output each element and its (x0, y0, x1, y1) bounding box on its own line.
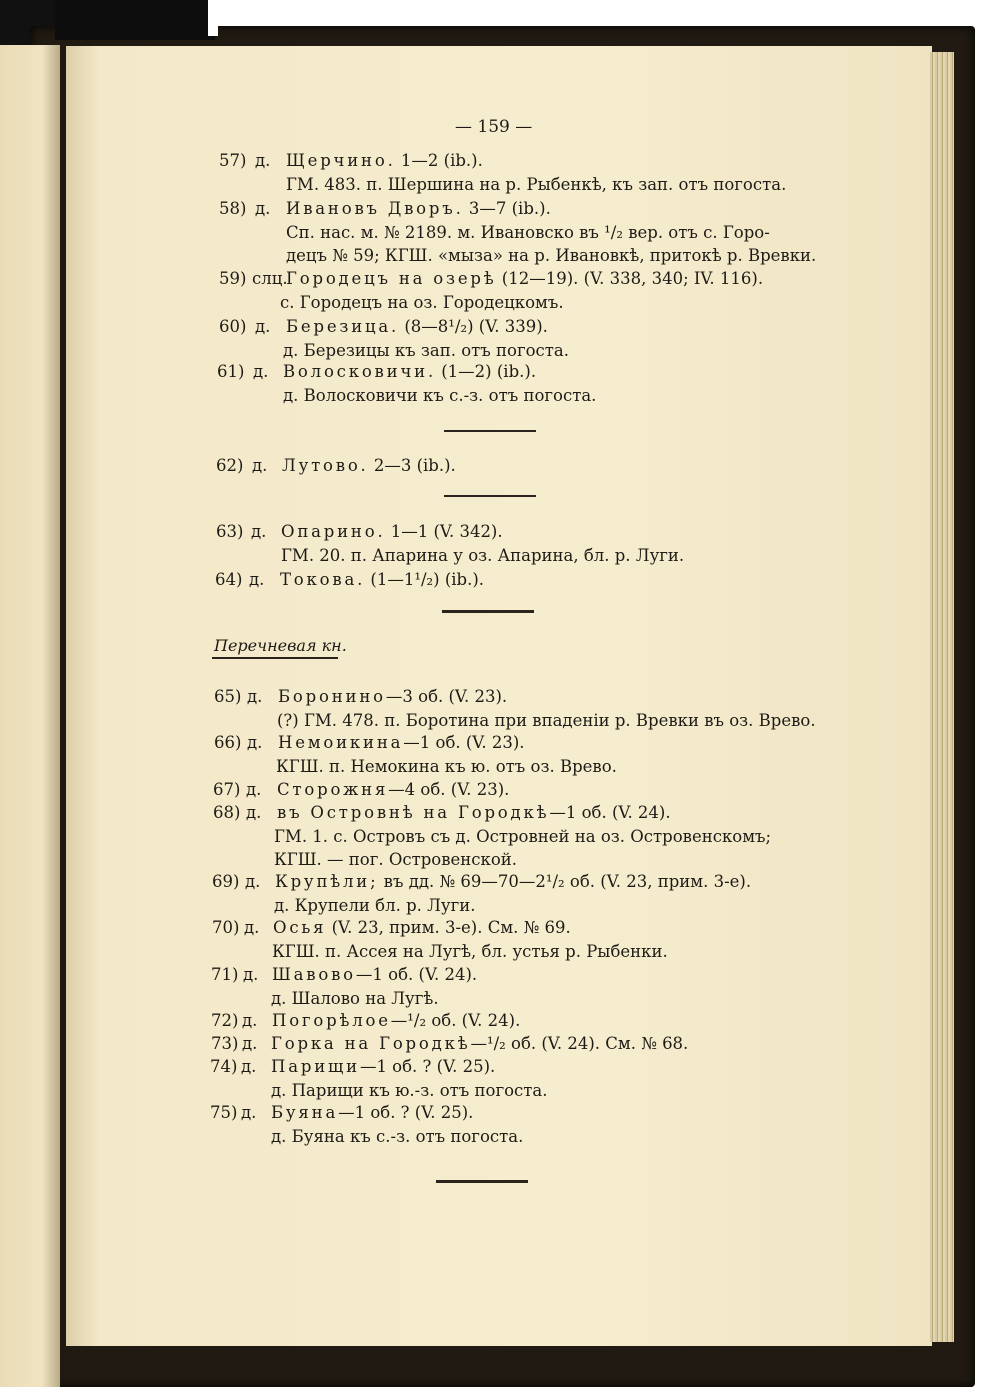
entry-heading (286, 268, 763, 290)
entry-note-line: д. Крупели бл. р. Луги. (274, 895, 476, 915)
entry-name: Опарино. (281, 522, 386, 541)
entry-number: 75) (210, 1103, 238, 1122)
entry-name: Парищи (271, 1057, 360, 1076)
entry-type: д. (247, 687, 263, 706)
entry-type: д. (244, 918, 260, 937)
entry-name: Немоикина (278, 733, 404, 752)
page-number: — 159 — (455, 117, 533, 137)
separator-rule (444, 495, 536, 497)
entry-note-line: КГШ. п. Немокина къ ю. отъ оз. Врево. (276, 756, 617, 776)
entry-details: (1—1¹/₂) (ib.). (365, 570, 485, 589)
entry-name: Шавово (272, 965, 356, 984)
entry-name: Сторожня (277, 780, 389, 799)
entry-heading (280, 569, 484, 591)
entry-note-line: Сп. нас. м. № 2189. м. Ивановско въ ¹/₂ вер. отъ с. Горо- (286, 222, 770, 242)
entry-number: 70) (212, 918, 240, 937)
entry-note-line: д. Березицы къ зап. отъ погоста. (283, 340, 569, 360)
entry-number: 57) (219, 151, 247, 170)
entry-heading (271, 1102, 473, 1124)
spine-highlight (208, 0, 218, 36)
entry-details: —1 об. (V. 24). (355, 965, 478, 984)
entry-name: Боронино (278, 687, 386, 706)
page-stack-edge (930, 52, 954, 1342)
entry-note-line: д. Шалово на Лугѣ. (271, 988, 439, 1008)
top-shadow (55, 0, 215, 40)
entry-details: —4 об. (V. 23). (388, 780, 510, 799)
entry-heading (286, 316, 548, 338)
entry-type: д. (242, 1011, 258, 1030)
entry-name: Буяна (271, 1103, 339, 1122)
entry-number: 58) (219, 199, 247, 218)
entry-note-line: ГМ. 20. п. Апарина у оз. Апарина, бл. р. Луги. (281, 545, 685, 565)
entry-note-line: д. Волосковичи къ с.-з. отъ погоста. (283, 385, 597, 405)
entry-details: (12—19). (V. 338, 340; IV. 116). (496, 269, 764, 288)
entry-name: Лутово. (282, 456, 369, 475)
entry-heading (271, 1056, 495, 1078)
entry-name: Крупѣли; (275, 872, 379, 891)
entry-note-line: (?) ГМ. 478. п. Боротина при впаденіи р. Вревки въ оз. Врево. (277, 710, 816, 730)
entry-details: 2—3 (ib.). (368, 456, 456, 475)
entry-name: Погорѣлое (272, 1011, 391, 1030)
entry-heading (273, 917, 571, 939)
section-title: Перечневая кн. (214, 636, 347, 655)
entry-heading (275, 871, 751, 893)
entry-number: 69) (212, 872, 240, 891)
entry-heading (271, 1033, 688, 1055)
entry-number: 72) (211, 1011, 239, 1030)
entry-type: д. (246, 780, 262, 799)
entry-type: д. (246, 803, 262, 822)
entry-type: д. (241, 1103, 257, 1122)
entry-note-line: децъ № 59; КГШ. «мыза» на р. Ивановкѣ, притокѣ р. Вревки. (286, 246, 817, 265)
entry-heading (286, 150, 483, 172)
entry-note-line: КГШ. п. Ассея на Лугѣ, бл. устья р. Рыбенки. (272, 941, 668, 961)
entry-name: въ Островнѣ на Городкѣ (277, 803, 550, 822)
entry-name: Городецъ на озерѣ (286, 269, 497, 288)
entry-heading (278, 686, 507, 708)
entry-details: —3 об. (V. 23). (385, 687, 508, 706)
entry-type: слц. (252, 269, 288, 288)
entry-heading (286, 198, 551, 220)
entry-number: 66) (214, 733, 242, 752)
entry-name: Горка на Городкѣ (271, 1034, 471, 1053)
entry-name: Березица. (286, 317, 400, 336)
separator-rule (442, 610, 534, 613)
entry-details: —¹/₂ об. (V. 24). (390, 1011, 521, 1030)
entry-type: д. (253, 362, 269, 381)
entry-name: Ивановъ Дворъ. (286, 199, 464, 218)
entry-name: Волосковичи. (283, 362, 436, 381)
end-rule (436, 1180, 528, 1183)
entry-number: 74) (210, 1057, 238, 1076)
entry-note-line: ГМ. 483. п. Шершина на р. Рыбенкѣ, къ зап. отъ погоста. (286, 174, 787, 194)
entry-details: —1 об. (V. 23). (403, 733, 525, 752)
entry-heading (272, 964, 477, 986)
entry-number: 64) (215, 570, 243, 589)
entry-details: 1—2 (ib.). (395, 151, 483, 170)
entry-type: д. (255, 151, 271, 170)
entry-type: д. (255, 199, 271, 218)
entry-details: —1 об. ? (V. 25). (338, 1103, 474, 1122)
entry-heading (277, 802, 671, 824)
entry-details: —¹/₂ об. (V. 24). См. № 68. (470, 1034, 689, 1053)
entry-details: (8—8¹/₂) (V. 339). (399, 317, 548, 336)
entry-details: (1—2) (ib.). (436, 362, 537, 381)
entry-details: въ дд. № 69—70—2¹/₂ об. (V. 23, прим. 3-е). (378, 872, 752, 891)
left-page-edge (0, 45, 60, 1387)
entry-name: Токова. (280, 570, 366, 589)
entry-type: д. (245, 872, 261, 891)
entry-number: 59) (219, 269, 247, 288)
entry-number: 60) (219, 317, 247, 336)
entry-heading (281, 521, 503, 543)
entry-number: 71) (211, 965, 239, 984)
entry-name: Щерчино. (286, 151, 396, 170)
entry-name: Осья (273, 918, 327, 937)
entry-note-line: КГШ. — пог. Островенской. (274, 850, 517, 869)
entry-note-line: с. Городецъ на оз. Городецкомъ. (280, 292, 564, 312)
entry-type: д. (247, 733, 263, 752)
entry-number: 68) (213, 803, 241, 822)
entry-details: 3—7 (ib.). (463, 199, 551, 218)
entry-heading (283, 361, 536, 383)
entry-details: (V. 23, прим. 3-е). См. № 69. (326, 918, 571, 937)
entry-heading (282, 455, 456, 477)
section-underline (212, 657, 338, 659)
entry-details: 1—1 (V. 342). (385, 522, 503, 541)
entry-number: 73) (211, 1034, 239, 1053)
entry-note-line: ГМ. 1. с. Островъ съ д. Островней на оз. Островенскомъ; (274, 826, 772, 846)
entry-type: д. (241, 1057, 257, 1076)
separator-rule (444, 430, 536, 432)
entry-type: д. (255, 317, 271, 336)
entry-number: 63) (216, 522, 244, 541)
entry-heading (278, 732, 525, 754)
entry-type: д. (252, 456, 268, 475)
entry-heading (277, 779, 509, 801)
entry-note-line: д. Буяна къ с.-з. отъ погоста. (271, 1126, 524, 1146)
entry-details: —1 об. (V. 24). (549, 803, 671, 822)
entry-number: 65) (214, 687, 242, 706)
entry-type: д. (251, 522, 267, 541)
entry-note-line: д. Парищи къ ю.-з. отъ погоста. (271, 1080, 548, 1100)
entry-number: 67) (213, 780, 241, 799)
entry-type: д. (249, 570, 265, 589)
entry-number: 61) (217, 362, 245, 381)
entry-number: 62) (216, 456, 244, 475)
entry-type: д. (242, 1034, 258, 1053)
entry-type: д. (243, 965, 259, 984)
entry-heading (272, 1010, 520, 1032)
entry-details: —1 об. ? (V. 25). (359, 1057, 496, 1076)
